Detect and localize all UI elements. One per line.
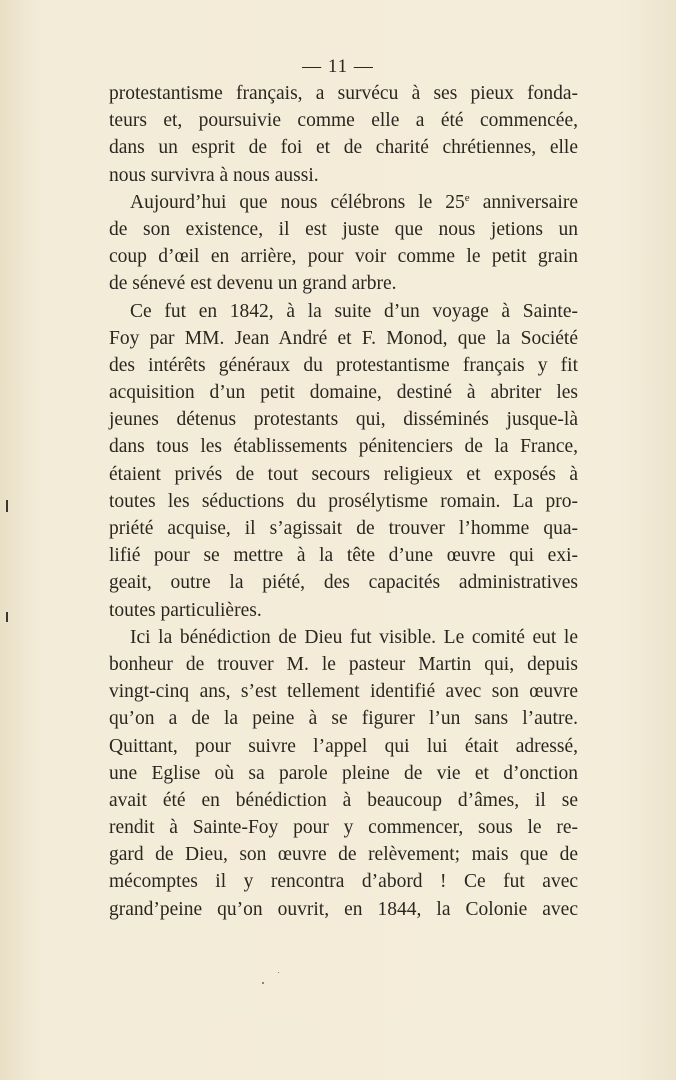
text-line: qu’on a de la peine à se figurer l’un sans l’autre. — [109, 708, 578, 730]
paper-speck — [262, 982, 264, 984]
text-line: acquisition d’un petit domaine, destiné à abriter les — [109, 382, 578, 404]
superscript: e — [464, 191, 470, 204]
text-line — [109, 189, 578, 216]
text-line: Ce fut en 1842, à la suite d’un voyage à Sainte- — [130, 300, 578, 322]
text-line: dans un esprit de foi et de charité chrétiennes, elle — [109, 137, 578, 159]
text-line: jeunes détenus protestants qui, disséminés jusque-là — [109, 409, 578, 431]
paragraph — [109, 80, 578, 189]
paragraph — [109, 189, 578, 298]
text-line: teurs et, poursuivie comme elle a été commencée, — [109, 110, 578, 132]
text-line: une Eglise où sa parole pleine de vie et d’onction — [109, 762, 578, 784]
text-line: priété acquise, il s’agissait de trouver l’homme qua- — [109, 518, 578, 539]
text-line: toutes particulières. — [109, 599, 262, 621]
paragraph — [109, 624, 578, 923]
text-line-main: Aujourd’hui que nous célébrons le 25 — [130, 191, 465, 213]
text-line: mécomptes il y rencontra d’abord ! Ce fut avec — [109, 871, 578, 893]
text-line: lifié pour se mettre à la tête d’une œuvre qui exi- — [109, 545, 578, 567]
text-line: bonheur de trouver M. le pasteur Martin qui, depuis — [109, 653, 578, 675]
text-line: des intérêts généraux du protestantisme français y fit — [109, 354, 578, 376]
text-line: nous survivra à nous aussi. — [109, 164, 319, 186]
paper-speck — [278, 972, 279, 973]
margin-mark — [6, 612, 8, 622]
text-line: vingt-cinq ans, s’est tellement identifié avec son œuvre — [109, 681, 578, 703]
margin-mark — [6, 500, 8, 512]
text-line: protestantisme français, a survécu à ses pieux fonda- — [109, 83, 578, 104]
text-line: rendit à Sainte-Foy pour y commencer, sous le re- — [109, 817, 578, 839]
text-line: gard de Dieu, son œuvre de relèvement; mais que de — [109, 844, 578, 866]
text-line: avait été en bénédiction à beaucoup d’âmes, il se — [109, 789, 578, 811]
text-line: de son existence, il est juste que nous jetions un — [109, 218, 578, 240]
text-line: Quittant, pour suivre l’appel qui lui était adressé, — [109, 735, 578, 757]
paragraph — [109, 298, 578, 624]
text-line-tail: anniversaire — [469, 191, 578, 213]
text-line: étaient privés de tout secours religieux et exposés à — [109, 463, 578, 485]
text-line: geait, outre la piété, des capacités administratives — [109, 572, 578, 594]
text-line: Ici la bénédiction de Dieu fut visible. Le comité eut le — [130, 626, 578, 648]
text-line: coup d’œil en arrière, pour voir comme le petit grain — [109, 246, 578, 268]
body-text — [109, 80, 578, 923]
text-line: Foy par MM. Jean André et F. Monod, que la Société — [109, 327, 578, 349]
text-line: de sénevé est devenu un grand arbre. — [109, 273, 397, 295]
text-line: grand’peine qu’on ouvrit, en 1844, la Colonie avec — [109, 898, 578, 920]
text-line: dans tous les établissements pénitenciers de la France, — [109, 436, 578, 458]
text-line: toutes les séductions du prosélytisme romain. La pro- — [109, 490, 578, 512]
page-number: — 11 — — [302, 56, 374, 77]
